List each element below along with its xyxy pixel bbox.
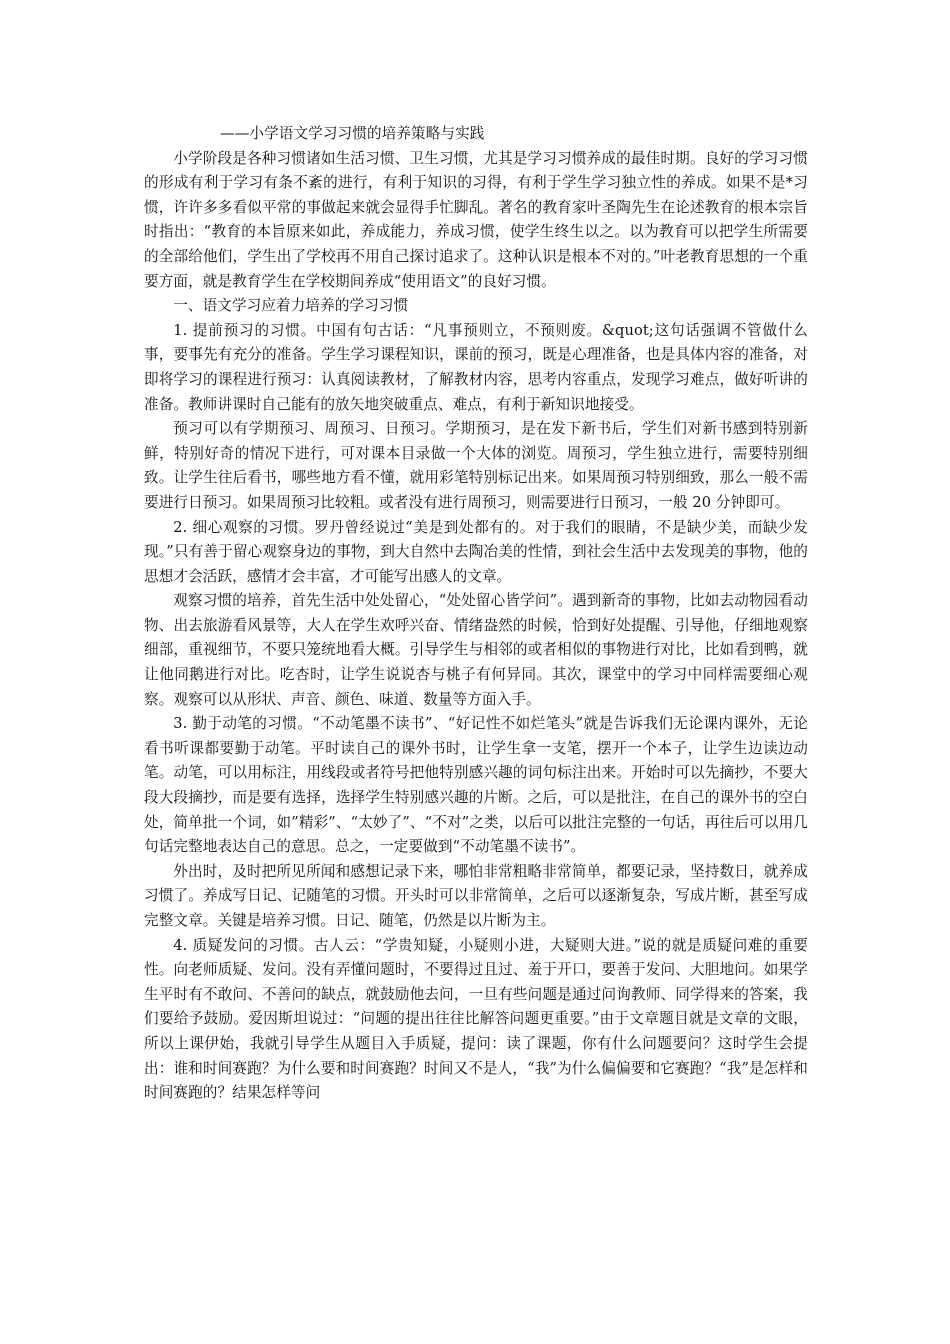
habit-writing-paragraph: 3. 勤于动笔的习惯。“不动笔墨不读书”、“好记性不如烂笔头”就是告诉我们无论课内课外，无论看书听课都要勤于动笔。平时读自己的课外书时，让学生拿一支笔，摆开一个本子，让学生边读边动笔。动笔，可以用标注，用线段或者符号把他特别感兴趣的词句标注出来。开始时可以先摘抄，不要大段大段摘抄，而是要有选择，选择学生特别感兴趣的片断。之后，可以是批注，在自己的课外书的空白处，简单批一个词，如”精彩”、“太妙了”、“不对”之类，以后可以批注完整的一句话，再往后可以用几句话完整地表达自己的意思。总之，一定要做到“不动笔墨不读书”。: [144, 715, 808, 856]
preview-types-paragraph: 预习可以有学期预习、周预习、日预习。学期预习，是在发下新书后，学生们对新书感到特别新鲜，特别好奇的情况下进行，可对课本目录做一个大体的浏览。周预习，学生独立进行，需要特别细致。让学生往后看书，哪些地方看不懂，就用彩笔特别标记出来。如果周预习特别细致，那么一般不需要进行日预习。如果周预习比较粗。或者没有进行周预习，则需要进行日预习，一般 20 分钟即可。: [144, 420, 808, 511]
document-subtitle: ——小学语文学习习惯的培养策略与实践: [220, 125, 485, 142]
document-body: [144, 122, 808, 1106]
habit-questioning-paragraph: 4. 质疑发问的习惯。古人云：“学贵知疑，小疑则小进，大疑则大进。”说的就是质疑问难的重要性。向老师质疑、发问。没有弄懂问题时，不要得过且过、羞于开口，要善于发问、大胆地问。如果学生平时有不敢问、不善问的缺点，就鼓励他去问，一旦有些问题是通过问询教师、同学得来的答案，我们要给予鼓励。爱因斯坦说过：“问题的提出往往比解答问题更重要。”由于文章题目就是文章的文眼，所以上课伊始，我就引导学生从题目入手质疑，提问：读了课题，你有什么问题要问？这时学生会提出：谁和时间赛跑？为什么要和时间赛跑？时间又不是人，“我”为什么偏偏要和它赛跑？“我”是怎样和时间赛跑的？结果怎样等问: [144, 936, 808, 1102]
habit-preview-paragraph: 1. 提前预习的习惯。中国有句古话：“凡事预则立，不预则废。&quot;这句话强调不管做什么事，要事先有充分的准备。学生学习课程知识，课前的预习，既是心理准备，也是具体内容的准备，对即将学习的课程进行预习：认真阅读教材，了解教材内容，思考内容重点，发现学习难点，做好听讲的准备。教师讲课时自己能有的放矢地突破重点、难点，有利于新知识地接受。: [144, 321, 808, 413]
intro-paragraph: 小学阶段是各种习惯诸如生活习惯、卫生习惯，尤其是学习习惯养成的最佳时期。良好的学习习惯的形成有利于学习有条不紊的进行，有利于知识的习得，有利于学生学习独立性的养成。如果不是*习惯，许许多多看似平常的事做起来就会显得手忙脚乱。著名的教育家叶圣陶先生在论述教育的根本宗旨时指出：“教育的本旨原来如此，养成能力，养成习惯，使学生终生以之。以为教育可以把学生所需要的全部给他们，学生出了学校再不用自己探讨追求了。这种认识是根本不对的。”叶老教育思想的一个重要方面，就是教育学生在学校期间养成“使用语文”的良好习惯。: [144, 149, 808, 290]
section-heading: 一、语文学习应着力培养的学习习惯: [173, 297, 409, 315]
observation-training-paragraph: 观察习惯的培养，首先生活中处处留心，“处处留心皆学问”。遇到新奇的事物，比如去动物园看动物、出去旅游看风景等，大人在学生欢呼兴奋、情绪盎然的时候，恰到好处提醒、引导他，仔细地观察细部，重视细节，不要只笼统地看大概。引导学生与相邻的或者相似的事物进行对比，比如看到鸭，就让他同鹅进行对比。吃杏时，让学生说说杏与桃子有何异同。其次，课堂中的学习中同样需要细心观察。观察可以从形状、声音、颜色、味道、数量等方面入手。: [144, 592, 808, 708]
habit-observation-paragraph: 2. 细心观察的习惯。罗丹曾经说过“美是到处都有的。对于我们的眼睛，不是缺少美，而缺少发现。”只有善于留心观察身边的事物，到大自然中去陶冶美的性情，到社会生活中去发现美的事物，他的思想才会活跃，感情才会丰富，才可能写出感人的文章。: [144, 518, 808, 585]
writing-outdoors-paragraph: 外出时，及时把所见所闻和感想记录下来，哪怕非常粗略非常简单，都要记录，坚持数日，就养成习惯了。养成写日记、记随笔的习惯。开头时可以非常简单，之后可以逐渐复杂，写成片断，甚至写成完整文章。关键是培养习惯。日记、随笔，仍然是以片断为主。: [144, 862, 808, 929]
